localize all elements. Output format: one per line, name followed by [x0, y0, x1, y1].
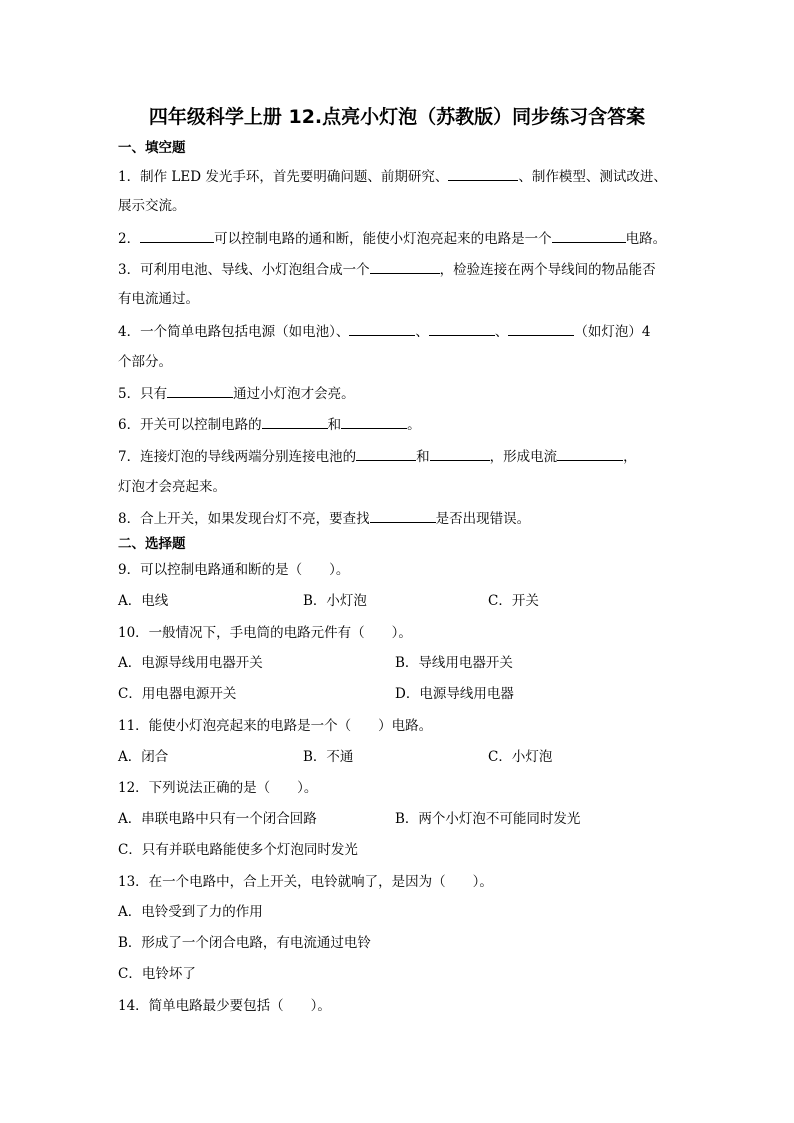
question-5-text-b: 通过小灯泡才会亮。 [233, 386, 355, 402]
question-5 [118, 383, 355, 404]
question-12-stem: 12．下列说法正确的是（ ）。 [118, 780, 318, 796]
question-4-text-d: （如灯泡）4 [574, 324, 651, 340]
question-3-text-a: 3．可利用电池、导线、小灯泡组合成一个 [118, 262, 370, 278]
question-9-stem: 9．可以控制电路通和断的是（ ）。 [118, 562, 350, 578]
question-1-text-a: 1．制作 LED 发光手环，首先要明确问题、前期研究、 [118, 169, 449, 185]
question-13-option-a: A．电铃受到了力的作用 [118, 904, 263, 920]
question-4-text-b: 、 [415, 324, 429, 340]
section-choice-heading: 二、选择题 [118, 536, 186, 552]
question-12-option-c: C．只有并联电路能使多个灯泡同时发光 [118, 842, 358, 858]
question-4-line-2: 个部分。 [118, 354, 172, 370]
question-1-line-2: 展示交流。 [118, 198, 186, 214]
question-11-option-c: C．小灯泡 [488, 749, 553, 765]
question-12-option-b: B．两个小灯泡不可能同时发光 [395, 811, 581, 827]
question-6-text-a: 6．开关可以控制电路的 [118, 417, 262, 433]
question-13-stem: 13．在一个电路中，合上开关，电铃就响了，是因为（ ）。 [118, 874, 493, 890]
question-2-text-c: 电路。 [625, 231, 667, 247]
answer-blank [349, 321, 415, 336]
page-title: 四年级科学上册 12.点亮小灯泡（苏教版）同步练习含答案 [148, 106, 646, 128]
question-3-line-2: 有电流通过。 [118, 291, 199, 307]
question-10-option-a: A．电源导线用电器开关 [118, 655, 263, 671]
answer-blank [430, 446, 490, 461]
answer-blank [557, 446, 623, 461]
question-5-text-a: 5．只有 [118, 386, 168, 402]
question-13-option-c: C．电铃坏了 [118, 966, 196, 982]
answer-blank [140, 228, 214, 243]
answer-blank [370, 508, 436, 523]
question-8-text-a: 8．合上开关，如果发现台灯不亮，要查找 [118, 511, 370, 527]
question-12-option-a: A．串联电路中只有一个闭合回路 [118, 811, 317, 827]
answer-blank [429, 321, 495, 336]
question-1-line-1 [118, 166, 667, 187]
question-4-text-a: 4．一个简单电路包括电源（如电池）、 [118, 324, 350, 340]
question-9-option-b: B．小灯泡 [303, 593, 367, 609]
question-9-option-a: A．电线 [118, 593, 169, 609]
question-11-option-b: B．不通 [303, 749, 354, 765]
answer-blank [552, 228, 626, 243]
question-11-stem: 11．能使小灯泡亮起来的电路是一个（ ）电路。 [118, 718, 433, 734]
answer-blank [370, 259, 440, 274]
answer-blank [448, 166, 518, 181]
question-7-line-1 [118, 446, 637, 467]
question-8 [118, 508, 530, 529]
question-7-line-2: 灯泡才会亮起来。 [118, 479, 226, 495]
answer-blank [356, 446, 416, 461]
question-2-text-b: 可以控制电路的通和断，能使小灯泡亮起来的电路是一个 [214, 231, 552, 247]
question-2 [118, 228, 666, 249]
question-9-option-c: C．开关 [488, 593, 539, 609]
question-6-text-c: 。 [407, 417, 421, 433]
question-10-stem: 10．一般情况下，手电筒的电路元件有（ ）。 [118, 625, 412, 641]
answer-blank [341, 414, 407, 429]
answer-blank [167, 383, 233, 398]
question-10-option-c: C．用电器电源开关 [118, 686, 237, 702]
question-4-text-c: 、 [494, 324, 509, 340]
answer-blank [508, 321, 574, 336]
section-fill-in-heading: 一、填空题 [118, 140, 186, 156]
question-13-option-b: B．形成了一个闭合电路，有电流通过电铃 [118, 935, 371, 951]
question-11-option-a: A．闭合 [118, 749, 169, 765]
question-6-text-b: 和 [327, 417, 342, 433]
question-7-text-d: ， [623, 449, 637, 465]
question-1-text-b: 、制作模型、测试改进、 [518, 169, 667, 185]
question-7-text-c: ，形成电流 [489, 449, 558, 465]
question-14-stem: 14．简单电路最少要包括（ ）。 [118, 998, 331, 1014]
question-7-text-a: 7．连接灯泡的导线两端分别连接电池的 [118, 449, 357, 465]
question-10-option-b: B．导线用电器开关 [395, 655, 513, 671]
question-3-text-b: ，检验连接在两个导线间的物品能否 [439, 262, 656, 278]
answer-blank [262, 414, 328, 429]
question-2-text-a: 2． [118, 231, 141, 247]
question-4-line-1 [118, 321, 650, 342]
question-6 [118, 414, 421, 435]
question-10-option-d: D．电源导线用电器 [395, 686, 514, 702]
question-3-line-1 [118, 259, 656, 280]
question-7-text-b: 和 [416, 449, 430, 465]
question-8-text-b: 是否出现错误。 [435, 511, 531, 527]
